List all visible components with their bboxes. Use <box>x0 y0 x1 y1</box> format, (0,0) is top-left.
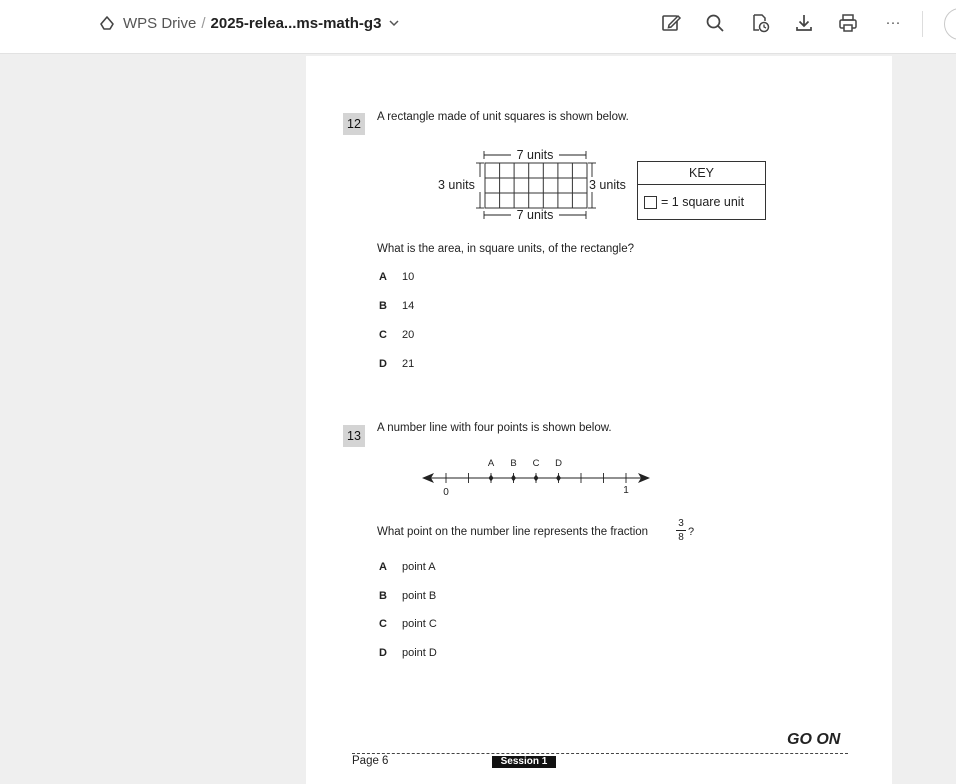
top-bar <box>0 0 956 54</box>
rectangle-figure <box>426 144 636 224</box>
go-on-label: GO ON <box>787 731 841 748</box>
rect-right-label: 3 units <box>589 178 626 192</box>
toolbar-divider <box>922 11 923 37</box>
edit-icon[interactable] <box>660 12 684 36</box>
unit-square-symbol <box>644 196 657 209</box>
q12-option-b[interactable]: B 14 <box>379 300 415 312</box>
key-row <box>638 185 765 219</box>
rect-bottom-label: 7 units <box>516 208 554 222</box>
rect-left-label: 3 units <box>438 178 475 192</box>
fraction-numerator: 3 <box>678 518 684 529</box>
question-12-text: What is the area, in square units, of the rectangle? <box>377 243 634 255</box>
footer-divider <box>352 753 848 754</box>
q13-option-b[interactable]: B point B <box>379 590 437 602</box>
download-icon[interactable] <box>793 12 817 36</box>
q13-option-a[interactable]: A point A <box>379 561 436 573</box>
number-line-point-label-d: D <box>555 458 562 469</box>
key-entry: = 1 square unit <box>661 195 745 209</box>
breadcrumb-drive-link[interactable]: WPS Drive <box>123 14 197 32</box>
breadcrumb-separator: / <box>201 14 206 32</box>
question-12-number: 12 <box>343 113 365 135</box>
chevron-down-icon[interactable] <box>387 16 401 30</box>
number-line-point-a <box>489 475 494 482</box>
question-13-end: ? <box>688 526 695 538</box>
number-line-point-d <box>556 475 561 482</box>
q13-option-d[interactable]: D point D <box>379 647 437 659</box>
session-badge: Session 1 <box>492 756 556 768</box>
question-13-prompt: A number line with four points is shown below. <box>377 422 612 434</box>
search-icon[interactable] <box>704 12 728 36</box>
document-page <box>306 56 892 784</box>
number-line-end-label: 1 <box>623 485 629 496</box>
figure-key <box>637 161 766 220</box>
print-icon[interactable] <box>837 12 861 36</box>
page-number: Page 6 <box>352 755 389 767</box>
number-line-point-label-c: C <box>532 458 540 469</box>
q12-option-d[interactable]: D 21 <box>379 358 415 370</box>
question-13-number: 13 <box>343 425 365 447</box>
avatar[interactable] <box>944 8 956 40</box>
q12-option-a[interactable]: A 10 <box>379 271 415 283</box>
question-12-prompt: A rectangle made of unit squares is shown below. <box>377 111 629 123</box>
file-name[interactable]: 2025-relea...ms-math-g3 <box>210 14 382 32</box>
question-13-text: What point on the number line represents the fraction <box>377 526 649 538</box>
q12-option-c[interactable]: C 20 <box>379 329 415 341</box>
rect-top-label: 7 units <box>516 148 554 162</box>
more-icon[interactable]: ··· <box>885 14 901 31</box>
key-title: KEY <box>638 162 765 185</box>
fraction <box>676 518 686 543</box>
number-line-start-label: 0 <box>443 487 449 498</box>
breadcrumb <box>97 12 401 34</box>
q13-option-c[interactable]: C point C <box>379 618 437 630</box>
number-line-point-label-b: B <box>510 458 517 469</box>
fraction-denominator: 8 <box>678 532 684 543</box>
unit-square-grid <box>485 163 587 208</box>
number-line <box>416 454 656 499</box>
cloud-icon <box>97 13 117 33</box>
number-line-point-label-a: A <box>487 458 495 469</box>
history-icon[interactable] <box>749 12 773 36</box>
number-line-point-c <box>534 475 539 482</box>
number-line-point-b <box>511 475 516 482</box>
